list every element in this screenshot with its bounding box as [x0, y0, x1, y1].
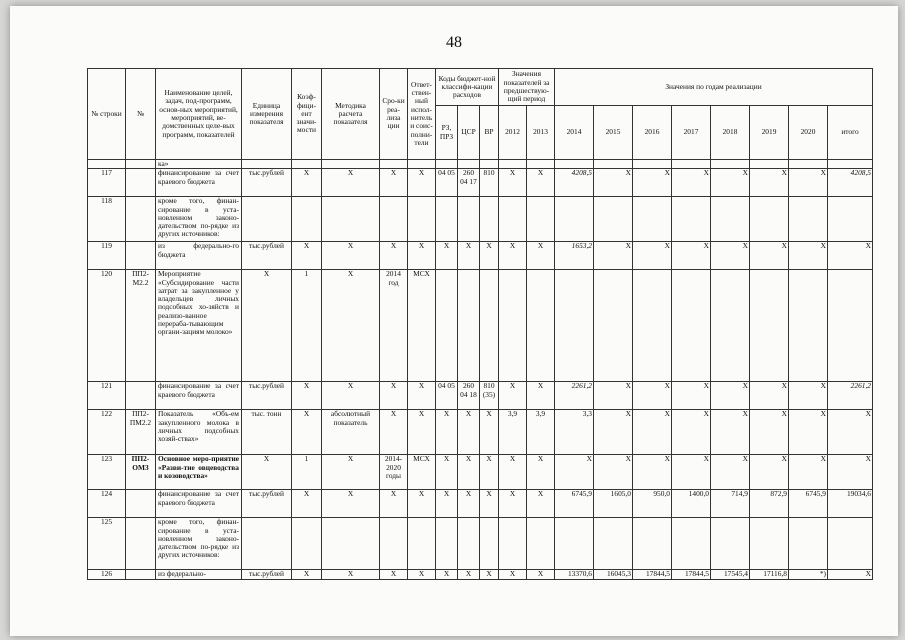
- row-rz: 04 05: [436, 169, 458, 197]
- row-2016: X: [633, 242, 672, 270]
- row-2012: X: [499, 570, 527, 580]
- row-2019: X: [750, 242, 789, 270]
- row-2016: [633, 518, 672, 570]
- row-2020: [789, 518, 828, 570]
- header-budget-codes: Коды бюджет-ной классифи-кации расходов: [436, 69, 499, 106]
- header-vr: ВР: [480, 106, 499, 160]
- row-2019: X: [750, 169, 789, 197]
- row-2020: X: [789, 242, 828, 270]
- header-row-no: № строки: [88, 69, 126, 160]
- row-2016: X: [633, 169, 672, 197]
- table-row: [88, 490, 873, 518]
- row-responsible: X: [408, 410, 436, 455]
- row-2013: X: [527, 242, 555, 270]
- row-2012: X: [499, 169, 527, 197]
- row-coef: [292, 518, 322, 570]
- table-row: [88, 455, 873, 490]
- header-previous-period: Значения показателей за предшествую-щий период: [499, 69, 555, 106]
- row-unit: тыс.рублей: [242, 382, 292, 410]
- row-terms: 2014 год: [380, 270, 408, 382]
- carry-text: ка»: [156, 160, 242, 169]
- header-total: итого: [828, 106, 873, 160]
- header-name: Наименование целей, задач, под-программ, основ-ных мероприятий, мероприятий, ве-домственных целе-вых программ, показателей: [156, 69, 242, 160]
- row-total: 4208,5: [828, 169, 873, 197]
- row-2019: 872,9: [750, 490, 789, 518]
- row-coef: X: [292, 490, 322, 518]
- row-terms: X: [380, 410, 408, 455]
- row-2015: [594, 197, 633, 242]
- row-method: [322, 197, 380, 242]
- row-total: 2261,2: [828, 382, 873, 410]
- row-2014: 4208,5: [555, 169, 594, 197]
- row-2018: X: [711, 410, 750, 455]
- row-rz: X: [436, 570, 458, 580]
- row-number: 126: [88, 570, 126, 580]
- row-2012: X: [499, 490, 527, 518]
- row-terms: X: [380, 570, 408, 580]
- row-vr: [480, 518, 499, 570]
- row-unit: тыс. тонн: [242, 410, 292, 455]
- row-code: ПП2-М2.2: [126, 270, 156, 382]
- row-unit: X: [242, 270, 292, 382]
- header-year-2013: 2013: [527, 106, 555, 160]
- table-row: [88, 197, 873, 242]
- row-name: Мероприятие «Субсидирование части затрат за закупленное у владельцев личных подсобных хо-зяйств и реализо-ванное перераба-тывающим органи-зациям молоко»: [156, 270, 242, 382]
- row-number: 122: [88, 410, 126, 455]
- row-rz: X: [436, 242, 458, 270]
- row-vr: 810: [480, 169, 499, 197]
- row-coef: X: [292, 382, 322, 410]
- row-name: финансирование за счет краевого бюджета: [156, 382, 242, 410]
- row-2016: [633, 197, 672, 242]
- row-code: ПП2-ПМ2.2: [126, 410, 156, 455]
- row-number: 125: [88, 518, 126, 570]
- row-2015: X: [594, 242, 633, 270]
- row-2012: [499, 518, 527, 570]
- row-2017: X: [672, 410, 711, 455]
- table-row: [88, 242, 873, 270]
- header-year-2014: 2014: [555, 106, 594, 160]
- row-2017: 17844,5: [672, 570, 711, 580]
- row-csr: X: [458, 242, 480, 270]
- row-2013: [527, 270, 555, 382]
- table-row: [88, 382, 873, 410]
- row-2012: X: [499, 382, 527, 410]
- table-row-carry: [88, 160, 873, 169]
- document-page: [10, 6, 898, 636]
- page-number: 48: [446, 34, 462, 51]
- row-2015: X: [594, 455, 633, 490]
- row-2015: 1605,0: [594, 490, 633, 518]
- row-vr: 810 (35): [480, 382, 499, 410]
- row-total: X: [828, 455, 873, 490]
- row-rz: [436, 197, 458, 242]
- row-2020: 6745,9: [789, 490, 828, 518]
- row-method: X: [322, 270, 380, 382]
- row-name: из федерально-: [156, 570, 242, 580]
- row-2018: [711, 518, 750, 570]
- row-2017: [672, 270, 711, 382]
- row-coef: X: [292, 410, 322, 455]
- row-terms: X: [380, 490, 408, 518]
- row-2012: 3,9: [499, 410, 527, 455]
- row-2014: 6745,9: [555, 490, 594, 518]
- header-no: №: [126, 69, 156, 160]
- row-responsible: [408, 197, 436, 242]
- row-2012: [499, 270, 527, 382]
- row-unit: тыс.рублей: [242, 169, 292, 197]
- row-2016: 17844,5: [633, 570, 672, 580]
- row-name: Показатель «Объ-ем закупленного молока в личных подсобных хозяй-ствах»: [156, 410, 242, 455]
- row-method: X: [322, 570, 380, 580]
- row-2013: X: [527, 455, 555, 490]
- row-unit: X: [242, 455, 292, 490]
- row-2013: X: [527, 490, 555, 518]
- row-2015: 16045,3: [594, 570, 633, 580]
- header-year-2018: 2018: [711, 106, 750, 160]
- row-rz: X: [436, 455, 458, 490]
- row-name: финансирование за счет краевого бюджета: [156, 169, 242, 197]
- header-coef: Коэф-фици-ент значи-мости: [292, 69, 322, 160]
- row-responsible: X: [408, 382, 436, 410]
- row-name: финансирование за счет краевого бюджета: [156, 490, 242, 518]
- row-coef: 1: [292, 270, 322, 382]
- row-2014: [555, 270, 594, 382]
- row-2019: [750, 197, 789, 242]
- row-terms: X: [380, 242, 408, 270]
- row-number: 121: [88, 382, 126, 410]
- row-code: [126, 382, 156, 410]
- row-2016: [633, 270, 672, 382]
- row-number: 119: [88, 242, 126, 270]
- row-responsible: X: [408, 490, 436, 518]
- table-row: [88, 410, 873, 455]
- row-name: кроме того, финан-сирование в уста-новленном законо-дательством по-рядке из других источников:: [156, 518, 242, 570]
- row-2014: 1653,2: [555, 242, 594, 270]
- row-2018: X: [711, 242, 750, 270]
- row-2017: X: [672, 169, 711, 197]
- row-vr: X: [480, 242, 499, 270]
- row-total: [828, 197, 873, 242]
- row-terms: [380, 197, 408, 242]
- row-vr: X: [480, 455, 499, 490]
- row-2016: 950,0: [633, 490, 672, 518]
- row-2016: X: [633, 382, 672, 410]
- row-number: 124: [88, 490, 126, 518]
- row-number: 120: [88, 270, 126, 382]
- row-total: [828, 518, 873, 570]
- row-2018: 17545,4: [711, 570, 750, 580]
- row-code: [126, 570, 156, 580]
- row-2017: [672, 518, 711, 570]
- row-method: X: [322, 242, 380, 270]
- row-2020: X: [789, 382, 828, 410]
- row-2019: X: [750, 410, 789, 455]
- row-2017: [672, 197, 711, 242]
- header-responsible: Ответ-ствен-ный испол-нитель и соис-полни-тели: [408, 69, 436, 160]
- row-2020: [789, 197, 828, 242]
- row-2015: [594, 518, 633, 570]
- row-rz: X: [436, 410, 458, 455]
- row-code: [126, 197, 156, 242]
- row-2013: X: [527, 382, 555, 410]
- row-total: X: [828, 242, 873, 270]
- header-year-2019: 2019: [750, 106, 789, 160]
- row-2018: [711, 270, 750, 382]
- row-csr: 260 04 18: [458, 382, 480, 410]
- row-csr: 260 04 17: [458, 169, 480, 197]
- header-year-2017: 2017: [672, 106, 711, 160]
- table-row: [88, 169, 873, 197]
- row-csr: [458, 518, 480, 570]
- row-2014: [555, 197, 594, 242]
- row-coef: [292, 197, 322, 242]
- row-total: [828, 270, 873, 382]
- row-unit: тыс.рублей: [242, 570, 292, 580]
- row-coef: X: [292, 169, 322, 197]
- row-vr: [480, 270, 499, 382]
- header-year-2016: 2016: [633, 106, 672, 160]
- row-2012: X: [499, 242, 527, 270]
- row-unit: тыс.рублей: [242, 490, 292, 518]
- table-row: [88, 570, 873, 580]
- header-year-2015: 2015: [594, 106, 633, 160]
- row-responsible: X: [408, 242, 436, 270]
- row-2015: X: [594, 382, 633, 410]
- row-2018: X: [711, 382, 750, 410]
- row-number: 123: [88, 455, 126, 490]
- row-name: Основное меро-приятие «Разви-тие овцеводства и козоводства»: [156, 455, 242, 490]
- row-2013: X: [527, 169, 555, 197]
- row-2017: X: [672, 242, 711, 270]
- row-2014: 2261,2: [555, 382, 594, 410]
- row-terms: [380, 518, 408, 570]
- row-2019: X: [750, 382, 789, 410]
- row-vr: [480, 197, 499, 242]
- row-2018: [711, 197, 750, 242]
- row-2019: [750, 518, 789, 570]
- row-method: X: [322, 455, 380, 490]
- row-2012: [499, 197, 527, 242]
- row-csr: [458, 197, 480, 242]
- row-vr: X: [480, 410, 499, 455]
- header-csr: ЦСР: [458, 106, 480, 160]
- row-2015: X: [594, 169, 633, 197]
- row-total: X: [828, 410, 873, 455]
- row-code: [126, 490, 156, 518]
- row-2019: X: [750, 455, 789, 490]
- row-terms: X: [380, 382, 408, 410]
- row-code: [126, 242, 156, 270]
- row-responsible: МСХ: [408, 455, 436, 490]
- row-2014: 3,3: [555, 410, 594, 455]
- row-2017: 1400,0: [672, 490, 711, 518]
- row-2014: [555, 518, 594, 570]
- row-2020: [789, 270, 828, 382]
- row-2013: [527, 197, 555, 242]
- row-rz: [436, 270, 458, 382]
- row-code: [126, 518, 156, 570]
- row-2018: X: [711, 455, 750, 490]
- row-vr: X: [480, 490, 499, 518]
- row-2017: X: [672, 382, 711, 410]
- row-csr: X: [458, 570, 480, 580]
- row-responsible: X: [408, 570, 436, 580]
- row-2013: 3,9: [527, 410, 555, 455]
- row-name: кроме того, финан-сирование в уста-новленном законо-дательством по-рядке из других источников:: [156, 197, 242, 242]
- row-rz: X: [436, 490, 458, 518]
- row-2019: 17116,8: [750, 570, 789, 580]
- row-2015: [594, 270, 633, 382]
- row-2015: X: [594, 410, 633, 455]
- row-rz: [436, 518, 458, 570]
- row-number: 117: [88, 169, 126, 197]
- row-2020: *): [789, 570, 828, 580]
- row-unit: тыс.рублей: [242, 242, 292, 270]
- row-csr: [458, 270, 480, 382]
- header-years: Значения по годам реализации: [555, 69, 873, 106]
- row-method: X: [322, 382, 380, 410]
- header-terms: Сро-ки реа-лиза ции: [380, 69, 408, 160]
- row-number: 118: [88, 197, 126, 242]
- row-csr: X: [458, 455, 480, 490]
- row-method: абсолютный показатель: [322, 410, 380, 455]
- row-2013: X: [527, 570, 555, 580]
- row-2012: X: [499, 455, 527, 490]
- row-2017: X: [672, 455, 711, 490]
- header-year-2012: 2012: [499, 106, 527, 160]
- row-vr: X: [480, 570, 499, 580]
- row-2020: X: [789, 455, 828, 490]
- header-method: Методика расчета показателя: [322, 69, 380, 160]
- row-unit: [242, 518, 292, 570]
- row-2019: [750, 270, 789, 382]
- row-code: ПП2-ОМ3: [126, 455, 156, 490]
- row-2013: [527, 518, 555, 570]
- row-total: X: [828, 570, 873, 580]
- table-row: [88, 518, 873, 570]
- row-method: X: [322, 169, 380, 197]
- row-responsible: МСХ: [408, 270, 436, 382]
- header-year-2020: 2020: [789, 106, 828, 160]
- row-2014: 13370,6: [555, 570, 594, 580]
- row-csr: X: [458, 410, 480, 455]
- row-rz: 04 05: [436, 382, 458, 410]
- row-2020: X: [789, 410, 828, 455]
- row-method: [322, 518, 380, 570]
- row-coef: X: [292, 570, 322, 580]
- indicators-table: [87, 68, 873, 580]
- row-2018: 714,9: [711, 490, 750, 518]
- header-unit: Единица измерения показателя: [242, 69, 292, 160]
- row-responsible: X: [408, 169, 436, 197]
- row-2018: X: [711, 169, 750, 197]
- row-2016: X: [633, 410, 672, 455]
- row-terms: X: [380, 169, 408, 197]
- row-code: [126, 169, 156, 197]
- row-name: из федерально-го бюджета: [156, 242, 242, 270]
- header-rz: РЗ, ПРЗ: [436, 106, 458, 160]
- row-terms: 2014-2020 годы: [380, 455, 408, 490]
- row-2014: X: [555, 455, 594, 490]
- table-row: [88, 270, 873, 382]
- row-csr: X: [458, 490, 480, 518]
- row-method: X: [322, 490, 380, 518]
- row-coef: 1: [292, 455, 322, 490]
- row-unit: [242, 197, 292, 242]
- row-2020: X: [789, 169, 828, 197]
- row-responsible: [408, 518, 436, 570]
- row-total: 19034,6: [828, 490, 873, 518]
- row-2016: X: [633, 455, 672, 490]
- row-coef: X: [292, 242, 322, 270]
